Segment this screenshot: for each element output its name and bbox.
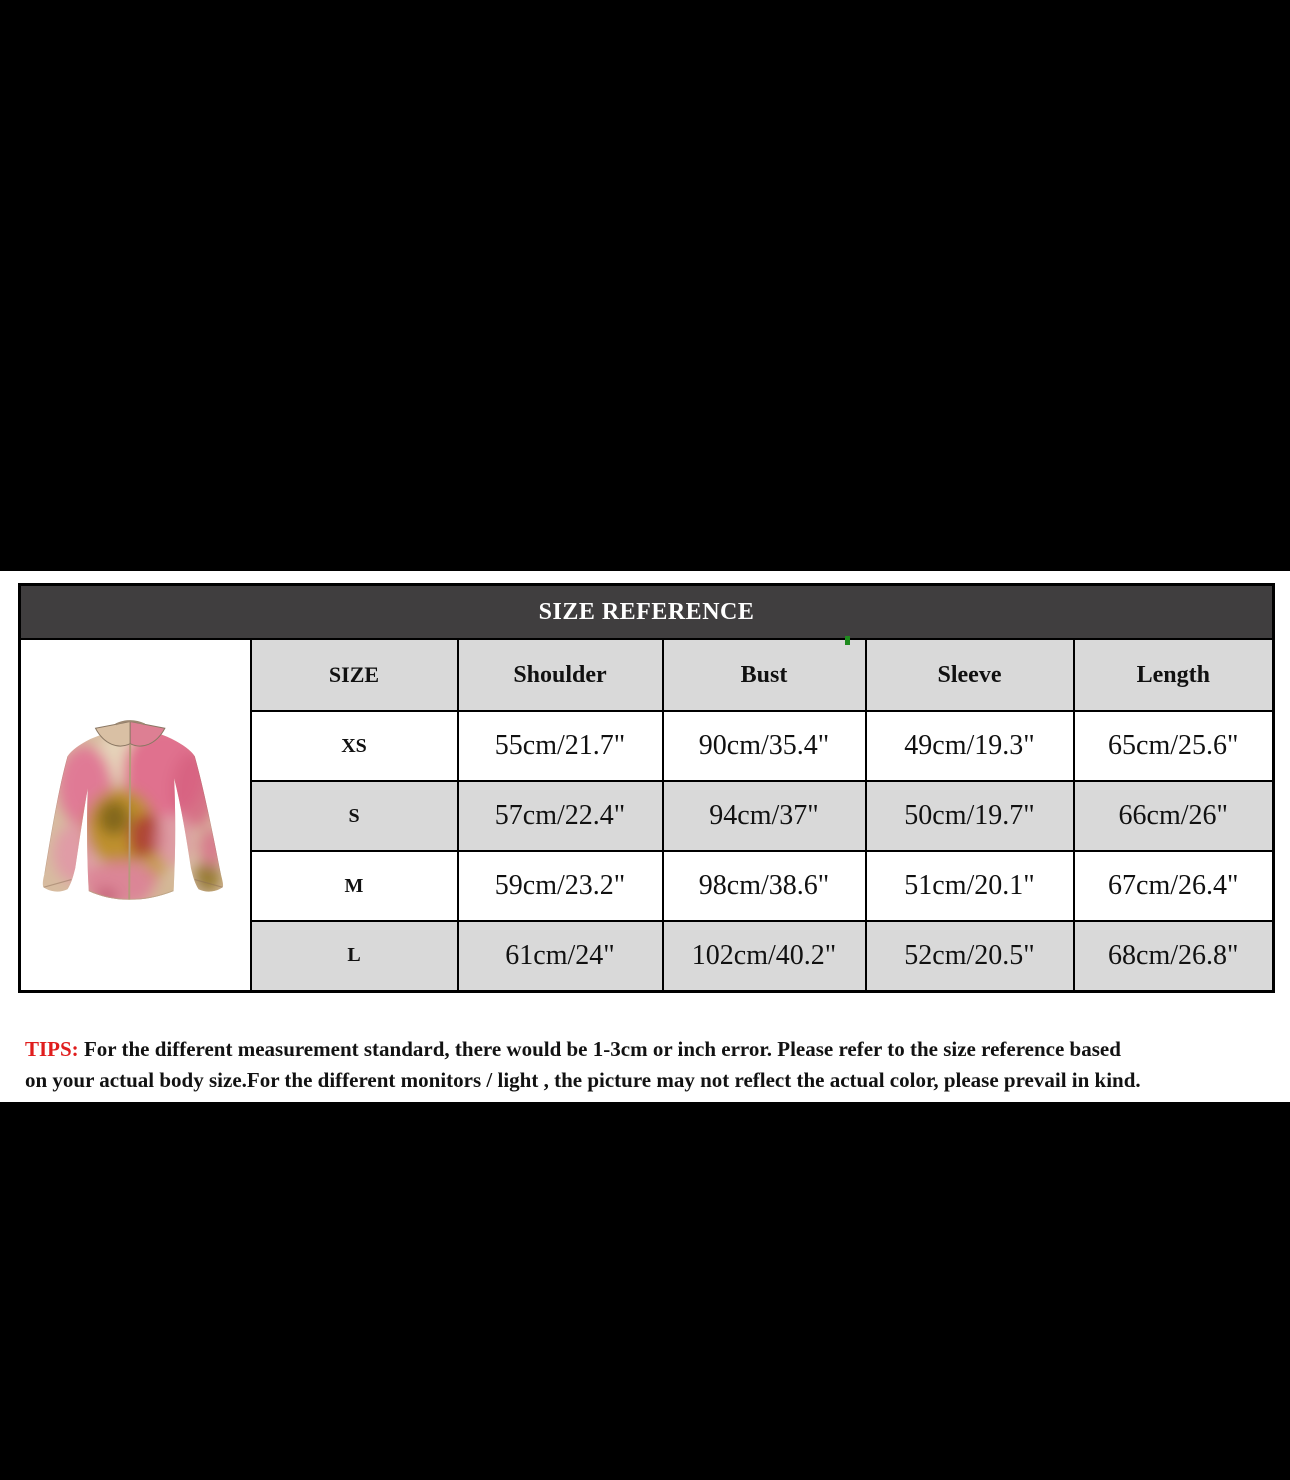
size-label-cell: S: [251, 781, 458, 851]
column-header-size: SIZE: [251, 639, 458, 711]
measurement-cell: 90cm/35.4": [663, 711, 866, 781]
measurement-cell: 55cm/21.7": [458, 711, 663, 781]
size-reference-table: [18, 583, 1275, 993]
measurement-cell: 94cm/37": [663, 781, 866, 851]
product-image-cell: [20, 639, 251, 991]
measurement-cell: 68cm/26.8": [1074, 921, 1274, 991]
measurement-cell: 59cm/23.2": [458, 851, 663, 921]
measurement-cell: 61cm/24": [458, 921, 663, 991]
table-title-bar: [20, 585, 1274, 640]
column-header-length: Length: [1074, 639, 1274, 711]
column-header-row: [20, 639, 1274, 711]
measurement-cell: 66cm/26": [1074, 781, 1274, 851]
tips-text-1: For the different measurement standard, there would be 1-3cm or inch error. Please refer to the size reference based: [83, 1037, 1121, 1061]
tips-label: TIPS:: [25, 1037, 79, 1061]
size-label-cell: XS: [251, 711, 458, 781]
top-letterbox: [0, 0, 1290, 571]
tips-line-1: [25, 1034, 1270, 1065]
measurement-cell: 65cm/25.6": [1074, 711, 1274, 781]
size-label-cell: L: [251, 921, 458, 991]
column-header-bust: Bust: [663, 639, 866, 711]
measurement-cell: 50cm/19.7": [866, 781, 1074, 851]
measurement-cell: 98cm/38.6": [663, 851, 866, 921]
measurement-cell: 52cm/20.5": [866, 921, 1074, 991]
tips-paragraph: [25, 1034, 1270, 1096]
green-artifact-mark: [845, 636, 850, 645]
size-label-cell: M: [251, 851, 458, 921]
bottom-letterbox: [0, 1102, 1290, 1480]
measurement-cell: 67cm/26.4": [1074, 851, 1274, 921]
column-header-sleeve: Sleeve: [866, 639, 1074, 711]
measurement-cell: 102cm/40.2": [663, 921, 866, 991]
measurement-cell: 49cm/19.3": [866, 711, 1074, 781]
measurement-cell: 57cm/22.4": [458, 781, 663, 851]
measurement-cell: 51cm/20.1": [866, 851, 1074, 921]
floral-blouse-image: [29, 694, 241, 936]
tips-line-2: on your actual body size.For the different monitors / light , the picture may not reflect the actual color, please prevail in kind.: [25, 1068, 1141, 1092]
size-reference-panel: [0, 571, 1290, 1102]
table-title: SIZE REFERENCE: [20, 585, 1274, 640]
column-header-shoulder: Shoulder: [458, 639, 663, 711]
